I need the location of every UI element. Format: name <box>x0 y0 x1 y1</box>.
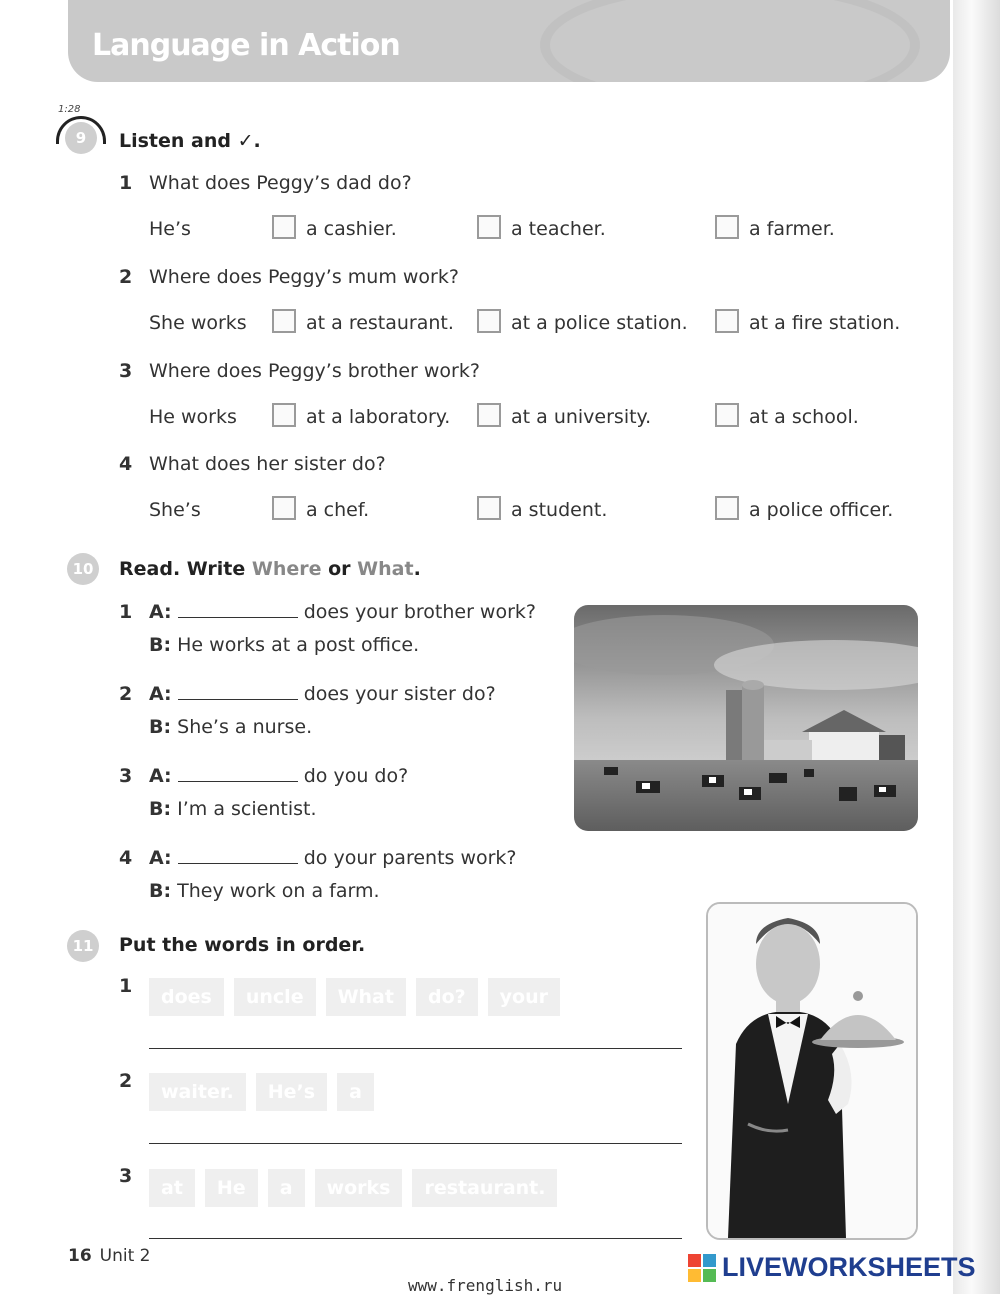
dialogue-line-b <box>149 798 317 820</box>
option-label: a cashier. <box>306 218 397 240</box>
exercise-10-title <box>119 558 421 580</box>
word-tiles <box>149 1073 374 1111</box>
section-header <box>68 0 950 82</box>
word-tile[interactable]: He’s <box>256 1073 327 1111</box>
answer-checkbox[interactable] <box>715 215 739 239</box>
answer-text: He works at a post office. <box>177 634 420 656</box>
option-label: at a university. <box>511 406 652 428</box>
question-text: does your brother work? <box>303 601 536 623</box>
item-number: 2 <box>119 683 133 705</box>
question-text: do your parents work? <box>303 847 517 869</box>
word-tile[interactable]: uncle <box>234 978 316 1016</box>
dialogue-line-a <box>119 763 408 787</box>
waiter-photo <box>706 902 918 1240</box>
item-number: 3 <box>119 1165 133 1187</box>
answer-line[interactable] <box>149 1238 682 1239</box>
dialogue-line-a <box>119 681 496 705</box>
question-number: 3 <box>119 360 133 382</box>
header-decoration <box>540 0 920 82</box>
option-label: a student. <box>511 499 608 521</box>
exercise-9-title: Listen and ✓. <box>119 130 261 152</box>
exercise-number-badge: 9 <box>65 122 97 154</box>
answer-checkbox[interactable] <box>272 215 296 239</box>
option-label: at a school. <box>749 406 859 428</box>
liveworksheets-text: LIVEWORKSHEETS <box>722 1252 976 1282</box>
answer-blank[interactable] <box>178 681 298 700</box>
answer-checkbox[interactable] <box>715 403 739 427</box>
answer-stem: He’s <box>149 218 191 240</box>
answer-blank[interactable] <box>178 763 298 782</box>
word-tile[interactable]: He <box>205 1169 258 1207</box>
option-label: a teacher. <box>511 218 606 240</box>
answer-blank[interactable] <box>178 599 298 618</box>
speaker-a-label: A: <box>149 847 172 869</box>
answer-text: She’s a nurse. <box>177 716 313 738</box>
item-number: 3 <box>119 765 133 787</box>
option-label: a chef. <box>306 499 370 521</box>
page-footer <box>68 1246 151 1266</box>
audio-track-label: 1:28 <box>58 104 81 115</box>
word-tile[interactable]: restaurant. <box>412 1169 557 1207</box>
word-tiles <box>149 978 560 1016</box>
answer-checkbox[interactable] <box>477 403 501 427</box>
dialogue-line-b <box>149 716 312 738</box>
source-url: www.frenglish.ru <box>408 1276 563 1295</box>
question-number: 2 <box>119 266 133 288</box>
item-number: 2 <box>119 1070 133 1092</box>
word-tile[interactable]: waiter. <box>149 1073 246 1111</box>
dialogue-line-b <box>149 634 419 656</box>
word-tiles <box>149 1169 557 1207</box>
keyword-what: What <box>357 558 414 580</box>
item-number: 1 <box>119 975 133 997</box>
question-text: Where does Peggy’s mum work? <box>149 266 459 288</box>
item-number: 1 <box>119 601 133 623</box>
speaker-b-label: B: <box>149 880 172 902</box>
speaker-a-label: A: <box>149 601 172 623</box>
answer-stem: She’s <box>149 499 201 521</box>
answer-checkbox[interactable] <box>272 496 296 520</box>
word-tile[interactable]: a <box>337 1073 374 1111</box>
option-label: at a laboratory. <box>306 406 451 428</box>
speaker-a-label: A: <box>149 765 172 787</box>
word-tile[interactable]: does <box>149 978 224 1016</box>
answer-stem: She works <box>149 312 247 334</box>
book-spine-shadow <box>953 0 1000 1294</box>
question-text: What does Peggy’s dad do? <box>149 172 412 194</box>
question-text: What does her sister do? <box>149 453 386 475</box>
answer-checkbox[interactable] <box>715 496 739 520</box>
answer-text: I’m a scientist. <box>177 798 317 820</box>
speaker-b-label: B: <box>149 634 172 656</box>
answer-checkbox[interactable] <box>715 309 739 333</box>
answer-checkbox[interactable] <box>477 496 501 520</box>
exercise-11-title: Put the words in order. <box>119 934 366 956</box>
option-label: at a fire station. <box>749 312 901 334</box>
dialogue-line-b <box>149 880 380 902</box>
exercise-number-badge: 11 <box>67 930 99 962</box>
title-text: Read. Write <box>119 558 252 580</box>
option-label: at a restaurant. <box>306 312 454 334</box>
answer-checkbox[interactable] <box>272 309 296 333</box>
answer-checkbox[interactable] <box>272 403 296 427</box>
exercise-number-badge: 10 <box>67 553 99 585</box>
keyword-where: Where <box>251 558 322 580</box>
item-number: 4 <box>119 847 133 869</box>
question-number: 4 <box>119 453 133 475</box>
answer-blank[interactable] <box>178 845 298 864</box>
answer-checkbox[interactable] <box>477 309 501 333</box>
farm-photo <box>574 605 918 831</box>
question-text: Where does Peggy’s brother work? <box>149 360 480 382</box>
unit-label: Unit 2 <box>99 1246 151 1266</box>
answer-line[interactable] <box>149 1048 682 1049</box>
option-label: a police officer. <box>749 499 894 521</box>
answer-line[interactable] <box>149 1143 682 1144</box>
page-number: 16 <box>68 1246 92 1266</box>
title-text: or <box>321 558 358 580</box>
question-number: 1 <box>119 172 133 194</box>
speaker-b-label: B: <box>149 716 172 738</box>
section-title: Language in Action <box>92 28 400 63</box>
liveworksheets-logo-icon <box>688 1254 716 1282</box>
option-label: at a police station. <box>511 312 688 334</box>
speaker-a-label: A: <box>149 683 172 705</box>
answer-stem: He works <box>149 406 237 428</box>
word-tile[interactable]: your <box>488 978 560 1016</box>
option-label: a farmer. <box>749 218 835 240</box>
question-text: does your sister do? <box>303 683 496 705</box>
word-tile[interactable]: at <box>149 1169 195 1207</box>
speaker-b-label: B: <box>149 798 172 820</box>
answer-checkbox[interactable] <box>477 215 501 239</box>
dialogue-line-a <box>119 845 517 869</box>
word-tile[interactable]: a <box>268 1169 305 1207</box>
title-text: . <box>413 558 421 580</box>
word-tile[interactable]: works <box>315 1169 403 1207</box>
question-text: do you do? <box>303 765 409 787</box>
liveworksheets-brand[interactable] <box>688 1252 976 1283</box>
word-tile[interactable]: do? <box>416 978 478 1016</box>
dialogue-line-a <box>119 599 536 623</box>
word-tile[interactable]: What <box>326 978 406 1016</box>
answer-text: They work on a farm. <box>177 880 380 902</box>
